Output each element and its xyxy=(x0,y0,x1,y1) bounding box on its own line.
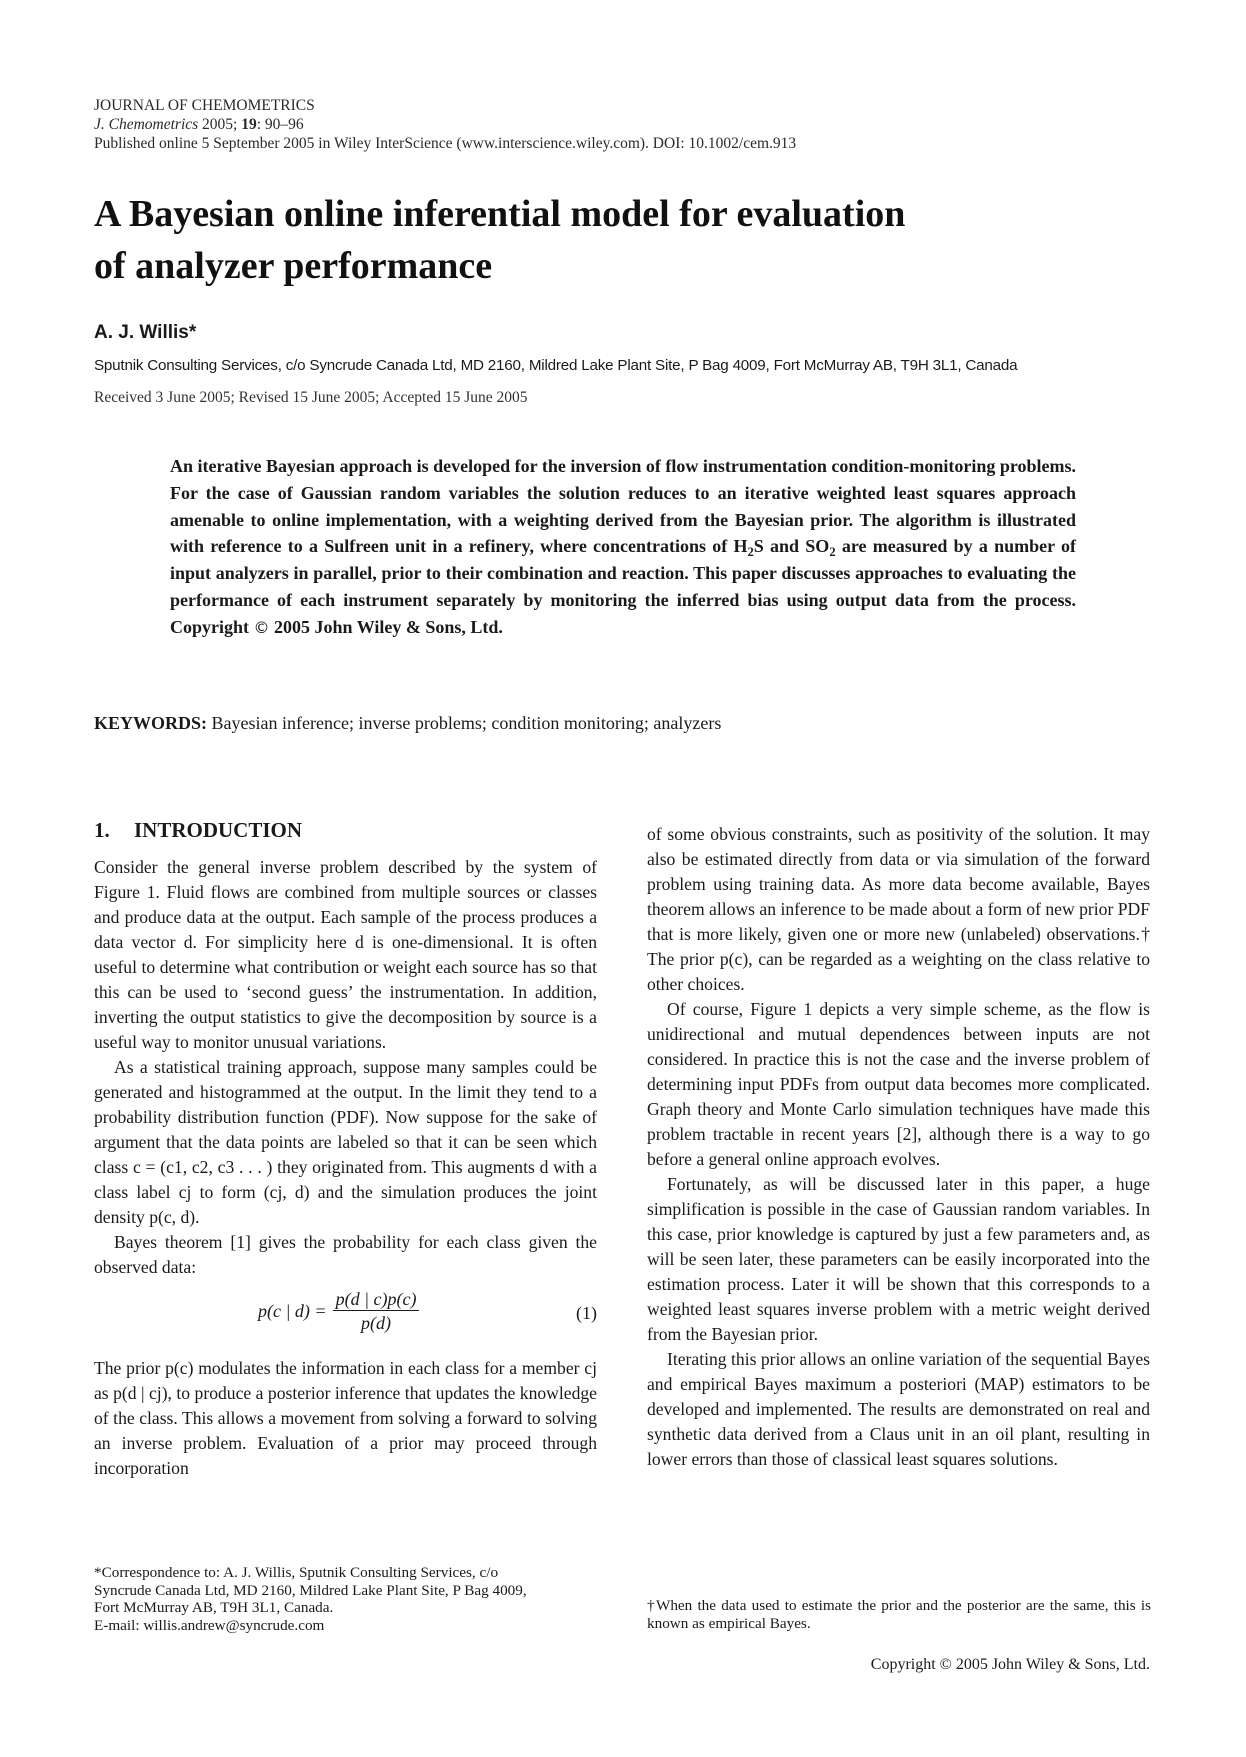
paragraph: of some obvious constraints, such as positivity of the solution. It may also be estimated directly from data or via simulation of the forward problem using training data. As more data become available, Bayes theorem allows an inference to be made about a form of new prior PDF that is more likely, given one or more new (unlabeled) observations.† The prior p(c), can be regarded as a weighting on the class relative to other choices. xyxy=(647,824,1150,994)
paragraph: Consider the general inverse problem described by the system of Figure 1. Fluid flows are combined from multiple sources or classes and produce data at the output. Each sample of the process produces a data vector d. For simplicity here d is one-dimensional. It is often useful to determine what contribution or weight each source has so that this can be used to ‘second guess’ the instrumentation. In addition, inverting the output statistics to give the decomposition by source is a useful way to monitor unusual variations. xyxy=(94,857,597,1052)
paragraph: Iterating this prior allows an online variation of the sequential Bayes and empirical Bayes maximum a posteriori (MAP) estimators to be developed and implemented. The results are demonstrated on real and synthetic data derived from a Claus unit in an oil plant, resulting in lower errors than those of classical least squares solutions. xyxy=(647,1349,1150,1469)
abstract-text-4: 2005 John Wiley & Sons, Ltd. xyxy=(269,616,503,637)
citation-year: 2005; xyxy=(202,116,238,133)
keywords-label: KEYWORDS: xyxy=(94,713,208,733)
citation xyxy=(94,115,304,134)
section-title: INTRODUCTION xyxy=(134,818,303,842)
correspondence-footnote xyxy=(94,1564,614,1634)
equation-fraction xyxy=(333,1288,420,1335)
keywords xyxy=(94,713,721,734)
equation-denominator: p(d) xyxy=(361,1313,392,1333)
footnote-email: E-mail: willis.andrew@syncrude.com xyxy=(94,1616,325,1634)
section-number: 1. xyxy=(94,818,110,842)
publication-info: Published online 5 September 2005 in Wiley InterScience (www.interscience.wiley.com). DOI: 10.1002/cem.913 xyxy=(94,135,797,152)
author-name: A. J. Willis* xyxy=(94,322,197,343)
abstract xyxy=(170,453,1076,642)
equation-lhs: p(c | d) = xyxy=(258,1301,327,1321)
footnote-line: Fort McMurray AB, T9H 3L1, Canada. xyxy=(94,1599,334,1616)
left-column xyxy=(94,818,597,1481)
copyright-symbol: © xyxy=(253,617,270,637)
footnote-line: Syncrude Canada Ltd, MD 2160, Mildred Lake Plant Site, P Bag 4009, xyxy=(94,1581,527,1599)
author-affiliation: Sputnik Consulting Services, c/o Syncrude Canada Ltd, MD 2160, Mildred Lake Plant Site, P Bag 4009, Fort McMurray AB, T9H 3L1, Canada xyxy=(94,357,1018,374)
paper-title-line-1: A Bayesian online inferential model for evaluation xyxy=(94,193,906,235)
abstract-subscript-h2s: 2 xyxy=(747,545,754,560)
right-column xyxy=(647,822,1150,1472)
journal-name: JOURNAL OF CHEMOMETRICS xyxy=(94,97,315,114)
paragraph: The prior p(c) modulates the information in each class for a member cj as p(d | cj), to produce a posterior inference that updates the knowledge of the class. This allows a movement from solving a forward to solving an inverse problem. Evaluation of a prior may proceed through incorporation xyxy=(94,1358,597,1478)
citation-journal: J. Chemometrics xyxy=(94,116,199,133)
paragraph: Bayes theorem [1] gives the probability for each class given the observed data: xyxy=(94,1232,597,1277)
abstract-text-2: S and SO xyxy=(753,536,830,557)
section-heading xyxy=(94,818,597,843)
equation-1 xyxy=(94,1284,597,1342)
keywords-list: Bayesian inference; inverse problems; condition monitoring; analyzers xyxy=(207,713,722,733)
citation-volume: 19 xyxy=(241,116,257,133)
page-copyright: Copyright © 2005 John Wiley & Sons, Ltd. xyxy=(870,1656,1150,1673)
received-dates: Received 3 June 2005; Revised 15 June 2005; Accepted 15 June 2005 xyxy=(94,389,528,406)
abstract-subscript-so2: 2 xyxy=(829,545,836,560)
paragraph: Of course, Figure 1 depicts a very simple scheme, as the flow is unidirectional and mutual dependences between inputs are not considered. In practice this is not the case and the inverse problem of determining input PDFs from output data becomes more complicated. Graph theory and Monte Carlo simulation techniques have made this problem tractable in recent years [2], although there is a way to go before a general online approach evolves. xyxy=(647,999,1150,1169)
equation-numerator: p(d | c)p(c) xyxy=(333,1288,420,1311)
paper-title-line-2: of analyzer performance xyxy=(94,245,493,287)
abstract-text-1: An iterative Bayesian approach is developed for the inversion of flow instrumentation condition-monitoring problems. For the case of Gaussian random variables the solution reduces to an iterative weighted least squares approach amenable to online implementation, with a weighting derived from the Bayesian prior. The algorithm is illustrated with reference to a Sulfreen unit in a refinery, where concentrations of H xyxy=(170,456,1077,557)
paper-title xyxy=(94,188,1194,292)
dagger-footnote: †When the data used to estimate the prior and the posterior are the same, this is known as empirical Bayes. xyxy=(647,1597,1151,1632)
paragraph: Fortunately, as will be discussed later in this paper, a huge simplification is possible in the case of Gaussian random variables. In this case, prior knowledge is captured by just a few parameters and, as will be seen later, these parameters can be easily incorporated into the estimation process. Later it will be shown that this corresponds to a weighted least squares inverse problem with a metric weight derived from the Bayesian prior. xyxy=(647,1174,1150,1344)
equation-number: (1) xyxy=(576,1303,597,1323)
abstract-text-3: are measured by a number of input analyzers in parallel, prior to their combination and reaction. This paper discusses approaches to evaluating the performance of each instrument separately by monitoring the inferred bias using output data from the process. Copyright xyxy=(170,536,1076,637)
paragraph: As a statistical training approach, suppose many samples could be generated and histogrammed at the output. In the limit they tend to a probability distribution function (PDF). Now suppose for the sake of argument that the data points are labeled so that it can be seen which class c = (c1, c2, c3 . . . ) they originated from. This augments d with a class label cj to form (cj, d) and the simulation produces the joint density p(c, d). xyxy=(94,1057,597,1227)
citation-pages: : 90–96 xyxy=(256,116,304,133)
footnote-line: *Correspondence to: A. J. Willis, Sputnik Consulting Services, c/o xyxy=(94,1564,499,1581)
